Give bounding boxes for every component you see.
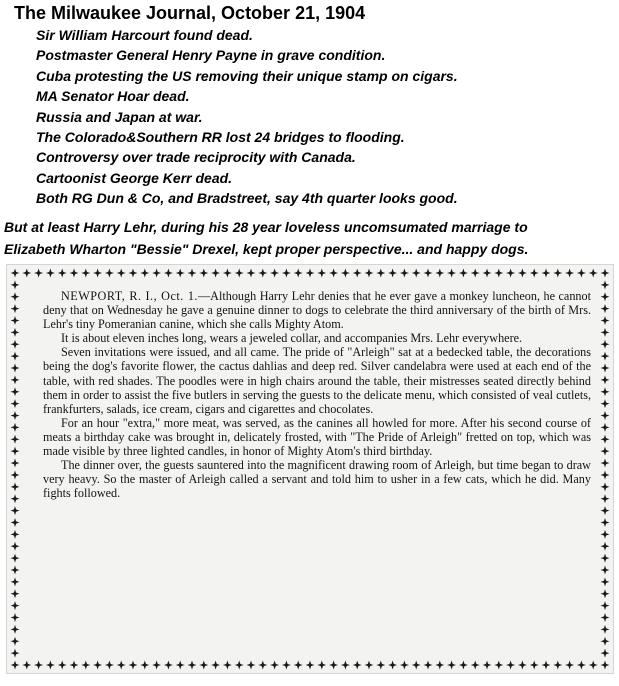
border-ornament <box>341 269 350 278</box>
header-block <box>14 2 614 209</box>
border-ornament <box>329 269 338 278</box>
border-ornament <box>601 649 610 658</box>
border-ornament <box>601 637 610 646</box>
border-ornament <box>601 625 610 634</box>
border-ornament <box>601 482 610 491</box>
border-ornament <box>270 269 279 278</box>
border-ornament <box>306 661 315 670</box>
article-paragraph: Seven invitations were issued, and all came. The pride of "Arleigh" sat at a bedecked table, the decorations being the dog's favorite flower, the cactus dahlias and deep red. Silver candelabra were used at each end of the table, with red shades. The poodles were in high chairs around the table, their mistresses seated directly behind them in order to assist the five butlers in serving the guests to the delicate menu, which consisted of veal cutlets, frankfurters, salads, ice cream, cigars and cigarettes and chocolates. <box>43 345 591 416</box>
border-ornament <box>70 269 79 278</box>
border-ornament <box>11 423 20 432</box>
border-ornament <box>353 269 362 278</box>
border-ornament <box>11 601 20 610</box>
border-ornament <box>353 661 362 670</box>
border-ornament <box>424 269 433 278</box>
border-ornament <box>601 613 610 622</box>
border-ornament <box>601 387 610 396</box>
border-ornament <box>152 269 161 278</box>
border-ornament <box>11 316 20 325</box>
border-ornament <box>117 661 126 670</box>
border-ornament <box>11 375 20 384</box>
border-ornament <box>11 269 20 278</box>
border-ornament <box>601 542 610 551</box>
border-ornament <box>483 661 492 670</box>
border-ornament <box>601 340 610 349</box>
border-ornament <box>365 269 374 278</box>
border-ornament <box>129 269 138 278</box>
border-ornament <box>447 661 456 670</box>
border-ornament <box>11 506 20 515</box>
border-ornament <box>317 661 326 670</box>
border-ornament <box>601 577 610 586</box>
border-ornament <box>70 661 79 670</box>
border-ornament <box>11 459 20 468</box>
border-ornament <box>140 661 149 670</box>
border-ornament <box>11 399 20 408</box>
border-ornament <box>341 661 350 670</box>
border-ornament <box>518 661 527 670</box>
border-ornament <box>601 601 610 610</box>
border-ornament <box>447 269 456 278</box>
border-ornament <box>164 661 173 670</box>
border-ornament <box>81 661 90 670</box>
border-ornament <box>400 661 409 670</box>
article-lead: —Although Harry Lehr denies that he ever gave a monkey luncheon, he cannot deny that on Wednesday he gave a genuine dinner to dogs to celebrate the third anniversary of the birth of Mrs. Lehr's tiny Pomeranian canine, which she calls Mighty Atom. <box>43 289 591 332</box>
border-ornament <box>11 280 20 289</box>
headline-item: Controversy over trade reciprocity with Canada. <box>36 149 356 166</box>
border-ornament <box>306 269 315 278</box>
border-ornament <box>117 269 126 278</box>
border-ornament <box>329 661 338 670</box>
border-ornament <box>235 661 244 670</box>
headline-list <box>36 25 614 209</box>
border-ornament <box>188 269 197 278</box>
border-ornament <box>471 661 480 670</box>
border-ornament <box>601 565 610 574</box>
border-ornament <box>22 269 31 278</box>
border-ornament <box>553 661 562 670</box>
border-ornament <box>11 542 20 551</box>
border-ornament <box>11 482 20 491</box>
border-ornament <box>105 269 114 278</box>
article-body <box>43 289 591 500</box>
border-ornament <box>376 661 385 670</box>
border-ornament <box>601 269 610 278</box>
border-ornament <box>601 506 610 515</box>
headline-item: MA Senator Hoar dead. <box>36 88 190 105</box>
border-ornament <box>601 304 610 313</box>
border-ornament <box>577 269 586 278</box>
border-ornament <box>11 530 20 539</box>
border-ornament <box>11 625 20 634</box>
border-ornament <box>105 661 114 670</box>
border-ornament <box>459 269 468 278</box>
border-ornament <box>601 470 610 479</box>
border-ornament <box>435 661 444 670</box>
border-ornament <box>247 661 256 670</box>
border-ornament <box>235 269 244 278</box>
article-paragraph <box>43 289 591 331</box>
border-ornament <box>601 292 610 301</box>
border-ornament <box>601 399 610 408</box>
border-ornament <box>11 411 20 420</box>
border-ornament <box>188 661 197 670</box>
border-ornament <box>247 269 256 278</box>
border-ornament <box>11 518 20 527</box>
border-ornament <box>601 661 610 670</box>
border-ornament <box>400 269 409 278</box>
border-ornament <box>317 269 326 278</box>
border-ornament <box>388 661 397 670</box>
border-ornament <box>81 269 90 278</box>
border-ornament <box>11 340 20 349</box>
border-ornament <box>601 435 610 444</box>
border-ornament <box>459 661 468 670</box>
article-paragraph: It is about eleven inches long, wears a jeweled collar, and accompanies Mrs. Lehr everywhere. <box>61 331 523 346</box>
border-ornament <box>93 661 102 670</box>
headline-item: Cartoonist George Kerr dead. <box>36 169 233 186</box>
border-ornament <box>412 269 421 278</box>
border-ornament <box>46 269 55 278</box>
border-ornament <box>530 269 539 278</box>
border-ornament <box>11 364 20 373</box>
border-ornament <box>11 661 20 670</box>
border-ornament <box>22 661 31 670</box>
border-ornament <box>11 494 20 503</box>
border-ornament <box>589 661 598 670</box>
commentary-line: But at least Harry Lehr, during his 28 year loveless uncomsumated marriage to <box>4 219 528 235</box>
border-ornament <box>58 269 67 278</box>
border-ornament <box>542 269 551 278</box>
border-ornament <box>164 269 173 278</box>
border-ornament <box>506 661 515 670</box>
border-ornament <box>542 661 551 670</box>
border-ornament <box>270 661 279 670</box>
border-ornament <box>294 661 303 670</box>
border-ornament <box>494 269 503 278</box>
border-ornament <box>176 269 185 278</box>
border-ornament <box>601 316 610 325</box>
border-ornament <box>176 661 185 670</box>
headline-item: Russia and Japan at war. <box>36 108 203 125</box>
border-ornament <box>589 269 598 278</box>
border-ornament <box>11 589 20 598</box>
border-ornament <box>365 661 374 670</box>
border-ornament <box>388 269 397 278</box>
border-ornament <box>424 661 433 670</box>
border-ornament <box>211 269 220 278</box>
border-ornament <box>11 470 20 479</box>
border-ornament <box>435 269 444 278</box>
headline-item: Sir William Harcourt found dead. <box>36 27 253 43</box>
border-ornament <box>601 411 610 420</box>
border-ornament <box>11 447 20 456</box>
border-ornament <box>11 352 20 361</box>
border-ornament <box>199 269 208 278</box>
border-ornament <box>376 269 385 278</box>
border-ornament <box>577 661 586 670</box>
border-ornament <box>601 554 610 563</box>
border-ornament <box>601 518 610 527</box>
border-ornament <box>565 269 574 278</box>
border-ornament <box>46 661 55 670</box>
border-ornament <box>282 661 291 670</box>
border-ornament <box>518 269 527 278</box>
border-ornament <box>223 269 232 278</box>
border-ornament <box>199 661 208 670</box>
border-ornament <box>11 577 20 586</box>
border-ornament <box>530 661 539 670</box>
border-ornament <box>412 661 421 670</box>
border-ornament <box>140 269 149 278</box>
border-ornament <box>11 637 20 646</box>
commentary-line: Elizabeth Wharton "Bessie" Drexel, kept proper perspective... and happy dogs. <box>4 241 529 257</box>
border-ornament <box>58 661 67 670</box>
border-ornament <box>601 530 610 539</box>
border-ornament <box>34 269 43 278</box>
border-ornament <box>601 375 610 384</box>
border-ornament <box>93 269 102 278</box>
border-ornament <box>601 447 610 456</box>
border-ornament <box>258 269 267 278</box>
newspaper-clipping <box>6 264 614 674</box>
border-ornament <box>471 269 480 278</box>
border-ornament <box>601 280 610 289</box>
border-ornament <box>34 661 43 670</box>
border-ornament <box>601 352 610 361</box>
border-ornament <box>11 435 20 444</box>
border-ornament <box>565 661 574 670</box>
commentary <box>4 216 616 260</box>
border-ornament <box>11 292 20 301</box>
border-ornament <box>601 364 610 373</box>
border-ornament <box>129 661 138 670</box>
border-ornament <box>223 661 232 670</box>
border-ornament <box>282 269 291 278</box>
border-ornament <box>601 423 610 432</box>
headline-item: Postmaster General Henry Payne in grave condition. <box>36 47 386 64</box>
headline-item: Cuba protesting the US removing their unique stamp on cigars. <box>36 67 458 84</box>
headline-item: Both RG Dun & Co, and Bradstreet, say 4th quarter looks good. <box>36 190 458 207</box>
border-ornament <box>11 328 20 337</box>
border-ornament <box>601 459 610 468</box>
border-ornament <box>11 554 20 563</box>
border-ornament <box>506 269 515 278</box>
border-ornament <box>483 269 492 278</box>
border-ornament <box>211 661 220 670</box>
border-ornament <box>11 613 20 622</box>
border-ornament <box>494 661 503 670</box>
article-paragraph: For an hour "extra," more meat, was served, as the canines all howled for more. After his second course of meats a birthday cake was brought in, delicately frosted, with "The Pride of Arleigh" fretted on top, which was made visible by three lighted candles, in honor of Mighty Atom's third birthday. <box>43 415 591 459</box>
border-ornament <box>258 661 267 670</box>
border-ornament <box>294 269 303 278</box>
border-ornament <box>11 649 20 658</box>
border-ornament <box>11 387 20 396</box>
headline-item: The Colorado&Southern RR lost 24 bridges to flooding. <box>36 129 405 146</box>
border-ornament <box>601 328 610 337</box>
article-dateline: NEWPORT, R. I., Oct. 1. <box>61 289 198 303</box>
border-ornament <box>601 589 610 598</box>
border-ornament <box>553 269 562 278</box>
border-ornament <box>11 565 20 574</box>
article-paragraph: The dinner over, the guests sauntered into the magnificent drawing room of Arleigh, but time began to draw very heavy. So the master of Arleigh called a servant and told him to usher in a few cats, which he did. Many fights followed. <box>43 458 591 501</box>
page-title: The Milwaukee Journal, October 21, 1904 <box>14 3 366 23</box>
border-ornament <box>601 494 610 503</box>
border-ornament <box>11 304 20 313</box>
border-ornament <box>152 661 161 670</box>
